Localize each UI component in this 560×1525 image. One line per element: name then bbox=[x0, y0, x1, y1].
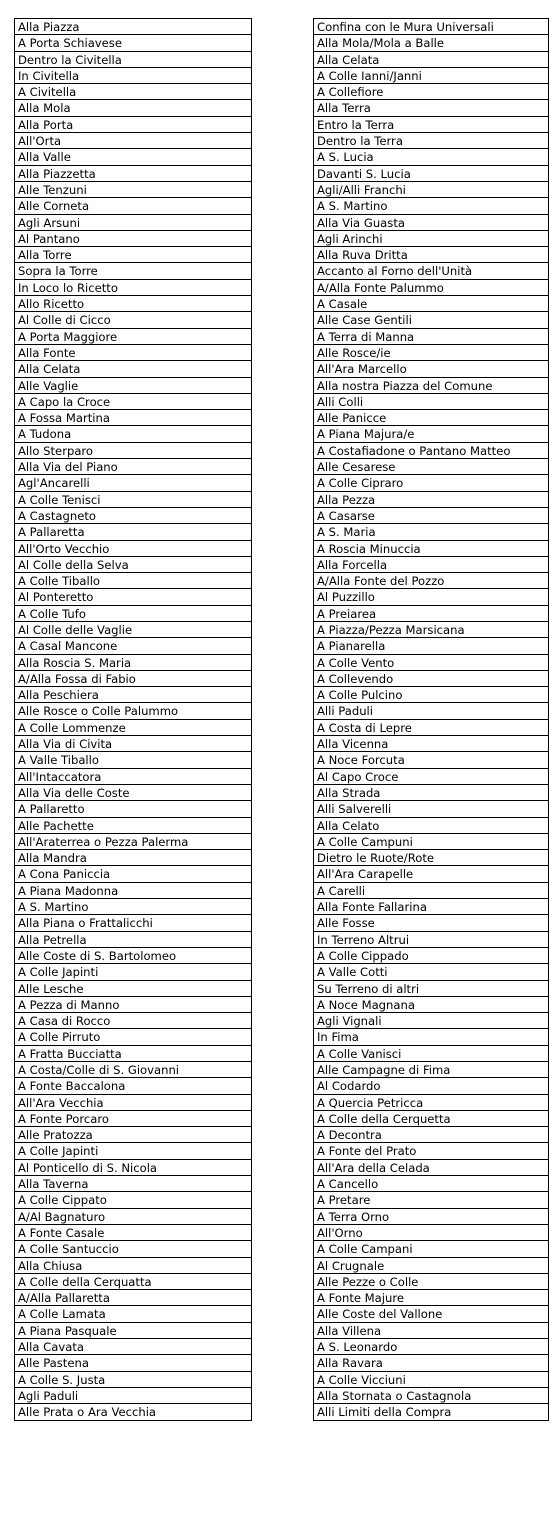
table-cell: Alla Ravara bbox=[314, 1355, 548, 1371]
table-cell: A Casale bbox=[314, 296, 548, 312]
table-cell: A Roscia Minuccia bbox=[314, 541, 548, 557]
table-cell: Alle Corneta bbox=[15, 198, 251, 214]
table-cell: Alla Stornata o Castagnola bbox=[314, 1388, 548, 1404]
table-cell: A Colle della Cerquetta bbox=[314, 1111, 548, 1127]
table-cell: A Porta Schiavese bbox=[15, 35, 251, 51]
table-cell: Alla Terra bbox=[314, 100, 548, 116]
table-cell: Alla Piazza bbox=[15, 19, 251, 35]
table-cell: Alla Valle bbox=[15, 149, 251, 165]
table-cell: A Casarse bbox=[314, 508, 548, 524]
table-cell: A/Alla Fonte Palummo bbox=[314, 280, 548, 296]
table-cell: A Fratta Bucciatta bbox=[15, 1046, 251, 1062]
table-cell: Al Ponticello di S. Nicola bbox=[15, 1160, 251, 1176]
table-cell: Alla Ruva Dritta bbox=[314, 247, 548, 263]
table-cell: Al Colle delle Vaglie bbox=[15, 622, 251, 638]
table-cell: All'Orno bbox=[314, 1225, 548, 1241]
table-cell: A Piana Madonna bbox=[15, 883, 251, 899]
table-cell: Agli Arinchi bbox=[314, 231, 548, 247]
table-cell: Alle Prata o Ara Vecchia bbox=[15, 1404, 251, 1420]
table-cell: Al Codardo bbox=[314, 1078, 548, 1094]
table-cell: Alla Forcella bbox=[314, 557, 548, 573]
table-cell: Agli Arsuni bbox=[15, 215, 251, 231]
table-cell: Alla Mola bbox=[15, 100, 251, 116]
table-cell: In Terreno Altrui bbox=[314, 932, 548, 948]
table-cell: A Cona Paniccia bbox=[15, 866, 251, 882]
table-cell: A Colle Lamata bbox=[15, 1306, 251, 1322]
table-cell: A Colle Vento bbox=[314, 655, 548, 671]
table-cell: A Collevendo bbox=[314, 671, 548, 687]
table-cell: A S. Martino bbox=[314, 198, 548, 214]
table-cell: A Noce Magnana bbox=[314, 997, 548, 1013]
table-cell: Alle Coste del Vallone bbox=[314, 1306, 548, 1322]
table-cell: A Fonte Baccalona bbox=[15, 1078, 251, 1094]
table-cell: Alle Rosce o Colle Palummo bbox=[15, 703, 251, 719]
table-cell: A Fonte Majure bbox=[314, 1290, 548, 1306]
table-cell: Al Pantano bbox=[15, 231, 251, 247]
table-cell: A Colle Ianni/Janni bbox=[314, 68, 548, 84]
table-cell: A Decontra bbox=[314, 1127, 548, 1143]
table-cell: In Fima bbox=[314, 1029, 548, 1045]
table-cell: Davanti S. Lucia bbox=[314, 166, 548, 182]
table-cell: Alli Paduli bbox=[314, 703, 548, 719]
table-cell: Alla Via delle Coste bbox=[15, 785, 251, 801]
table-cell: Alla Pezza bbox=[314, 492, 548, 508]
table-cell: A Colle Pulcino bbox=[314, 687, 548, 703]
table-cell: A Colle Tenisci bbox=[15, 492, 251, 508]
table-cell: A Casal Mancone bbox=[15, 638, 251, 654]
table-cell: Al Crugnale bbox=[314, 1258, 548, 1274]
table-cell: Entro la Terra bbox=[314, 117, 548, 133]
table-cell: Alle Rosce/ie bbox=[314, 345, 548, 361]
table-cell: A Pezza di Manno bbox=[15, 997, 251, 1013]
table-cell: A S. Leonardo bbox=[314, 1339, 548, 1355]
table-cell: Accanto al Forno dell'Unità bbox=[314, 263, 548, 279]
table-cell: Al Puzzillo bbox=[314, 589, 548, 605]
table-cell: Su Terreno di altri bbox=[314, 981, 548, 997]
table-cell: All'Orta bbox=[15, 133, 251, 149]
table-cell: Alle Vaglie bbox=[15, 378, 251, 394]
table-cell: A Pallaretto bbox=[15, 801, 251, 817]
table-cell: A Carelli bbox=[314, 883, 548, 899]
table-cell: A Colle Lommenze bbox=[15, 720, 251, 736]
table-cell: A Costafiadone o Pantano Matteo bbox=[314, 443, 548, 459]
table-cell: A Piana Pasquale bbox=[15, 1323, 251, 1339]
table-cell: Alla Torre bbox=[15, 247, 251, 263]
table-cell: Alla nostra Piazza del Comune bbox=[314, 378, 548, 394]
table-cell: A Colle della Cerquatta bbox=[15, 1274, 251, 1290]
table-cell: All'Intaccatora bbox=[15, 769, 251, 785]
table-cell: A Colle Tiballo bbox=[15, 573, 251, 589]
table-cell: Dentro la Civitella bbox=[15, 52, 251, 68]
table-cell: A Porta Maggiore bbox=[15, 329, 251, 345]
table-cell: Alla Fonte Fallarina bbox=[314, 899, 548, 915]
table-cell: A Colle Campani bbox=[314, 1241, 548, 1257]
table-cell: Alle Cesarese bbox=[314, 459, 548, 475]
table-cell: Alla Celata bbox=[314, 52, 548, 68]
table-cell: Alli Salverelli bbox=[314, 801, 548, 817]
table-cell: A Colle Tufo bbox=[15, 606, 251, 622]
table-cell: Alla Chiusa bbox=[15, 1258, 251, 1274]
table-cell: A Civitella bbox=[15, 84, 251, 100]
table-cell: Alle Pezze o Colle bbox=[314, 1274, 548, 1290]
table-cell: A Colle Cipraro bbox=[314, 475, 548, 491]
table-cell: Alle Pastena bbox=[15, 1355, 251, 1371]
table-cell: Alle Coste di S. Bartolomeo bbox=[15, 948, 251, 964]
table-cell: Allo Ricetto bbox=[15, 296, 251, 312]
table-cell: Alla Petrella bbox=[15, 932, 251, 948]
table-cell: Confina con le Mura Universali bbox=[314, 19, 548, 35]
table-cell: All'Ara Carapelle bbox=[314, 866, 548, 882]
table-cell: A Fonte del Prato bbox=[314, 1143, 548, 1159]
table-cell: Alla Fonte bbox=[15, 345, 251, 361]
place-names-table bbox=[14, 18, 549, 1421]
table-cell: A Casa di Rocco bbox=[15, 1013, 251, 1029]
table-cell: A/Alla Fonte del Pozzo bbox=[314, 573, 548, 589]
table-cell: A Costa di Lepre bbox=[314, 720, 548, 736]
table-cell: All'Ara Marcello bbox=[314, 361, 548, 377]
table-cell: In Civitella bbox=[15, 68, 251, 84]
table-cell: A/Al Bagnaturo bbox=[15, 1209, 251, 1225]
table-cell: A Colle Cippato bbox=[15, 1192, 251, 1208]
table-cell: A S. Martino bbox=[15, 899, 251, 915]
table-cell: A Piana Majura/e bbox=[314, 426, 548, 442]
table-cell: Al Colle di Cicco bbox=[15, 312, 251, 328]
table-cell: Sopra la Torre bbox=[15, 263, 251, 279]
table-cell: Alle Tenzuni bbox=[15, 182, 251, 198]
table-cell: A Fonte Porcaro bbox=[15, 1111, 251, 1127]
table-cell: A Colle Cippado bbox=[314, 948, 548, 964]
table-cell: Alli Limiti della Compra bbox=[314, 1404, 548, 1420]
table-cell: Alla Celato bbox=[314, 818, 548, 834]
table-cell: Alle Pratozza bbox=[15, 1127, 251, 1143]
table-cell: A Colle Japinti bbox=[15, 1143, 251, 1159]
table-cell: A S. Maria bbox=[314, 524, 548, 540]
table-cell: Alla Strada bbox=[314, 785, 548, 801]
table-cell: Alla Roscia S. Maria bbox=[15, 655, 251, 671]
table-cell: A Valle Cotti bbox=[314, 964, 548, 980]
table-cell: A Noce Forcuta bbox=[314, 752, 548, 768]
table-cell: A Colle Japinti bbox=[15, 964, 251, 980]
table-cell: A Fonte Casale bbox=[15, 1225, 251, 1241]
table-cell: A Cancello bbox=[314, 1176, 548, 1192]
table-cell: All'Ara Vecchia bbox=[15, 1095, 251, 1111]
table-cell: Alla Villena bbox=[314, 1323, 548, 1339]
table-cell: Alla Vicenna bbox=[314, 736, 548, 752]
table-cell: Agli/Alli Franchi bbox=[314, 182, 548, 198]
table-cell: Alla Piana o Frattalicchi bbox=[15, 915, 251, 931]
table-cell: A Terra di Manna bbox=[314, 329, 548, 345]
table-cell: Alle Fosse bbox=[314, 915, 548, 931]
table-cell: Dietro le Ruote/Rote bbox=[314, 850, 548, 866]
table-cell: In Loco lo Ricetto bbox=[15, 280, 251, 296]
table-cell: A Colle Campuni bbox=[314, 834, 548, 850]
table-cell: A Pretare bbox=[314, 1192, 548, 1208]
table-cell: Alla Via Guasta bbox=[314, 215, 548, 231]
table-cell: A/Alla Pallaretta bbox=[15, 1290, 251, 1306]
table-cell: Agli Paduli bbox=[15, 1388, 251, 1404]
table-cell: A Colle Pirruto bbox=[15, 1029, 251, 1045]
table-cell: A Quercia Petricca bbox=[314, 1095, 548, 1111]
table-cell: A Preiarea bbox=[314, 606, 548, 622]
table-cell: Agl'Ancarelli bbox=[15, 475, 251, 491]
table-cell: Alla Via di Civita bbox=[15, 736, 251, 752]
table-cell: A Pianarella bbox=[314, 638, 548, 654]
table-cell: A Pallaretta bbox=[15, 524, 251, 540]
table-cell: A Capo la Croce bbox=[15, 394, 251, 410]
table-cell: All'Ara della Celada bbox=[314, 1160, 548, 1176]
table-cell: All'Orto Vecchio bbox=[15, 541, 251, 557]
table-cell: Alla Taverna bbox=[15, 1176, 251, 1192]
table-cell: A Colle Vanisci bbox=[314, 1046, 548, 1062]
table-cell: Alla Mandra bbox=[15, 850, 251, 866]
table-cell: A Colle S. Justa bbox=[15, 1372, 251, 1388]
table-cell: Al Capo Croce bbox=[314, 769, 548, 785]
table-cell: Alla Porta bbox=[15, 117, 251, 133]
table-cell: A Valle Tiballo bbox=[15, 752, 251, 768]
table-cell: Alla Via del Piano bbox=[15, 459, 251, 475]
right-column bbox=[313, 18, 549, 1421]
table-cell: All'Araterrea o Pezza Palerma bbox=[15, 834, 251, 850]
table-cell: A Colle Vicciuni bbox=[314, 1372, 548, 1388]
table-cell: A Tudona bbox=[15, 426, 251, 442]
table-cell: Alla Mola/Mola a Balle bbox=[314, 35, 548, 51]
table-cell: A S. Lucia bbox=[314, 149, 548, 165]
table-cell: A Colle Santuccio bbox=[15, 1241, 251, 1257]
table-cell: Alle Campagne di Fima bbox=[314, 1062, 548, 1078]
table-cell: Alle Panicce bbox=[314, 410, 548, 426]
table-cell: A Castagneto bbox=[15, 508, 251, 524]
table-cell: Alle Lesche bbox=[15, 981, 251, 997]
table-cell: Alla Peschiera bbox=[15, 687, 251, 703]
table-cell: A Terra Orno bbox=[314, 1209, 548, 1225]
table-cell: A Fossa Martina bbox=[15, 410, 251, 426]
table-cell: Al Ponteretto bbox=[15, 589, 251, 605]
table-cell: Alla Cavata bbox=[15, 1339, 251, 1355]
table-cell: Alla Celata bbox=[15, 361, 251, 377]
table-cell: Alla Piazzetta bbox=[15, 166, 251, 182]
table-cell: Alle Pachette bbox=[15, 818, 251, 834]
left-column bbox=[14, 18, 252, 1421]
table-cell: A Piazza/Pezza Marsicana bbox=[314, 622, 548, 638]
table-cell: A Collefiore bbox=[314, 84, 548, 100]
table-cell: Dentro la Terra bbox=[314, 133, 548, 149]
table-cell: Allo Sterparo bbox=[15, 443, 251, 459]
table-cell: A Costa/Colle di S. Giovanni bbox=[15, 1062, 251, 1078]
table-cell: A/Alla Fossa di Fabio bbox=[15, 671, 251, 687]
table-cell: Al Colle della Selva bbox=[15, 557, 251, 573]
table-cell: Agli Vignali bbox=[314, 1013, 548, 1029]
table-cell: Alli Colli bbox=[314, 394, 548, 410]
table-cell: Alle Case Gentili bbox=[314, 312, 548, 328]
